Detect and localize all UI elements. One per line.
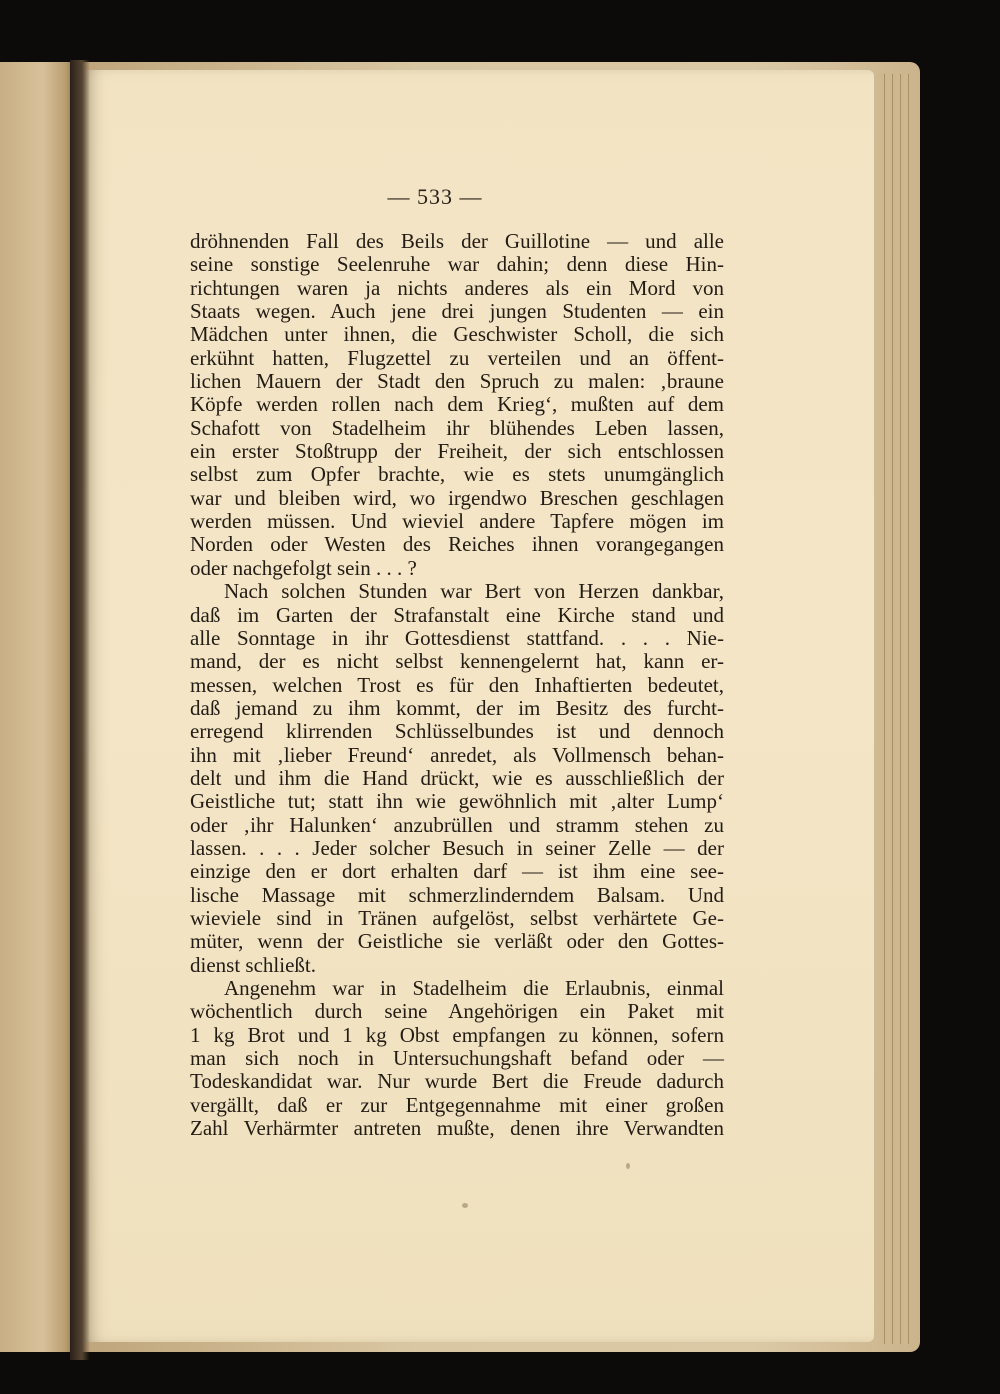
text-line: daß jemand zu ihm kommt, der im Besitz des furcht-	[190, 695, 724, 720]
text-line: selbst zum Opfer brachte, wie es stets unumgänglich	[190, 462, 724, 487]
text-line: Todeskandidat war. Nur wurde Bert die Freude dadurch	[190, 1069, 724, 1094]
text-line: man sich noch in Untersuchungshaft befand oder —	[190, 1046, 724, 1071]
text-line: war und bleiben wird, wo irgendwo Breschen geschlagen	[190, 485, 724, 510]
text-line: messen, welchen Trost es für den Inhaftierten bedeutet,	[190, 672, 724, 697]
page-edge-line	[904, 74, 909, 1344]
text-line: Geistliche tut; statt ihn wie gewöhnlich mit ‚alter Lump‘	[190, 789, 724, 814]
text-line: dröhnenden Fall des Beils der Guillotine — und alle	[190, 229, 724, 253]
text-line: erregend klirrenden Schlüsselbundes ist und dennoch	[190, 719, 724, 744]
text-line: Mädchen unter ihnen, die Geschwister Scholl, die sich	[190, 322, 724, 347]
text-line: ein erster Stoßtrupp der Freiheit, der sich entschlossen	[190, 439, 724, 464]
left-page-edge	[0, 62, 78, 1352]
text-line: lichen Mauern der Stadt den Spruch zu malen: ‚braune	[190, 369, 724, 394]
page-edge-line	[896, 74, 901, 1344]
text-line: mand, der es nicht selbst kennengelernt hat, kann er-	[190, 649, 724, 674]
text-line: oder ‚ihr Halunken‘ anzubrüllen und stramm stehen zu	[190, 812, 724, 837]
spine-shadow	[70, 60, 90, 1360]
text-line: müter, wenn der Geistliche sie verläßt oder den Gottes-	[190, 929, 724, 954]
page-edge-line	[880, 74, 885, 1344]
text-line: werden müssen. Und wieviel andere Tapfere mögen im	[190, 509, 724, 534]
text-line: wöchentlich durch seine Angehörigen ein Paket mit	[190, 999, 724, 1024]
text-line: daß im Garten der Strafanstalt eine Kirche stand und	[190, 602, 724, 627]
text-line: oder nachgefolgt sein . . . ?	[190, 555, 417, 580]
text-line: wieviele sind in Tränen aufgelöst, selbst verhärtete Ge-	[190, 905, 724, 930]
text-line: Schafott von Stadelheim ihr blühendes Leben lassen,	[190, 415, 724, 440]
text-line: einzige den er dort erhalten darf — ist ihm eine see-	[190, 859, 724, 884]
text-line: ihn mit ‚lieber Freund‘ anredet, als Vollmensch behan-	[190, 742, 724, 767]
text-line: erkühnt hatten, Flugzettel zu verteilen und an öffent-	[190, 345, 724, 370]
text-line: seine sonstige Seelenruhe war dahin; denn diese Hin-	[190, 252, 724, 277]
text-line: Norden oder Westen des Reiches ihnen vorangegangen	[190, 532, 724, 557]
text-line: Nach solchen Stunden war Bert von Herzen dankbar,	[224, 579, 724, 604]
text-line: Staats wegen. Auch jene drei jungen Studenten — ein	[190, 299, 724, 324]
text-line: lische Massage mit schmerzlinderndem Balsam. Und	[190, 882, 724, 907]
text-line: Angenehm war in Stadelheim die Erlaubnis, einmal	[224, 976, 724, 1000]
page-edge-line	[888, 74, 893, 1344]
text-line: 1 kg Brot und 1 kg Obst empfangen zu können, sofern	[190, 1022, 724, 1047]
body-text	[190, 230, 724, 1140]
paper-speck	[626, 1163, 630, 1169]
text-line: Zahl Verhärmter antreten mußte, denen ihre Verwandten	[190, 1116, 724, 1141]
text-line: vergällt, daß er zur Entgegennahme mit einer großen	[190, 1092, 724, 1117]
text-line: delt und ihm die Hand drückt, wie es ausschließlich der	[190, 765, 724, 790]
text-line: alle Sonntage in ihr Gottesdienst stattfand. . . . Nie-	[190, 625, 724, 650]
text-line: Köpfe werden rollen nach dem Krieg‘, mußten auf dem	[190, 392, 724, 417]
text-line: lassen. . . . Jeder solcher Besuch in seiner Zelle — der	[190, 835, 724, 860]
paper-speck	[462, 1203, 468, 1208]
text-line: richtungen waren ja nichts anderes als ein Mord von	[190, 275, 724, 300]
page-number: — 533 —	[387, 184, 483, 209]
text-line: dienst schließt.	[190, 952, 316, 977]
